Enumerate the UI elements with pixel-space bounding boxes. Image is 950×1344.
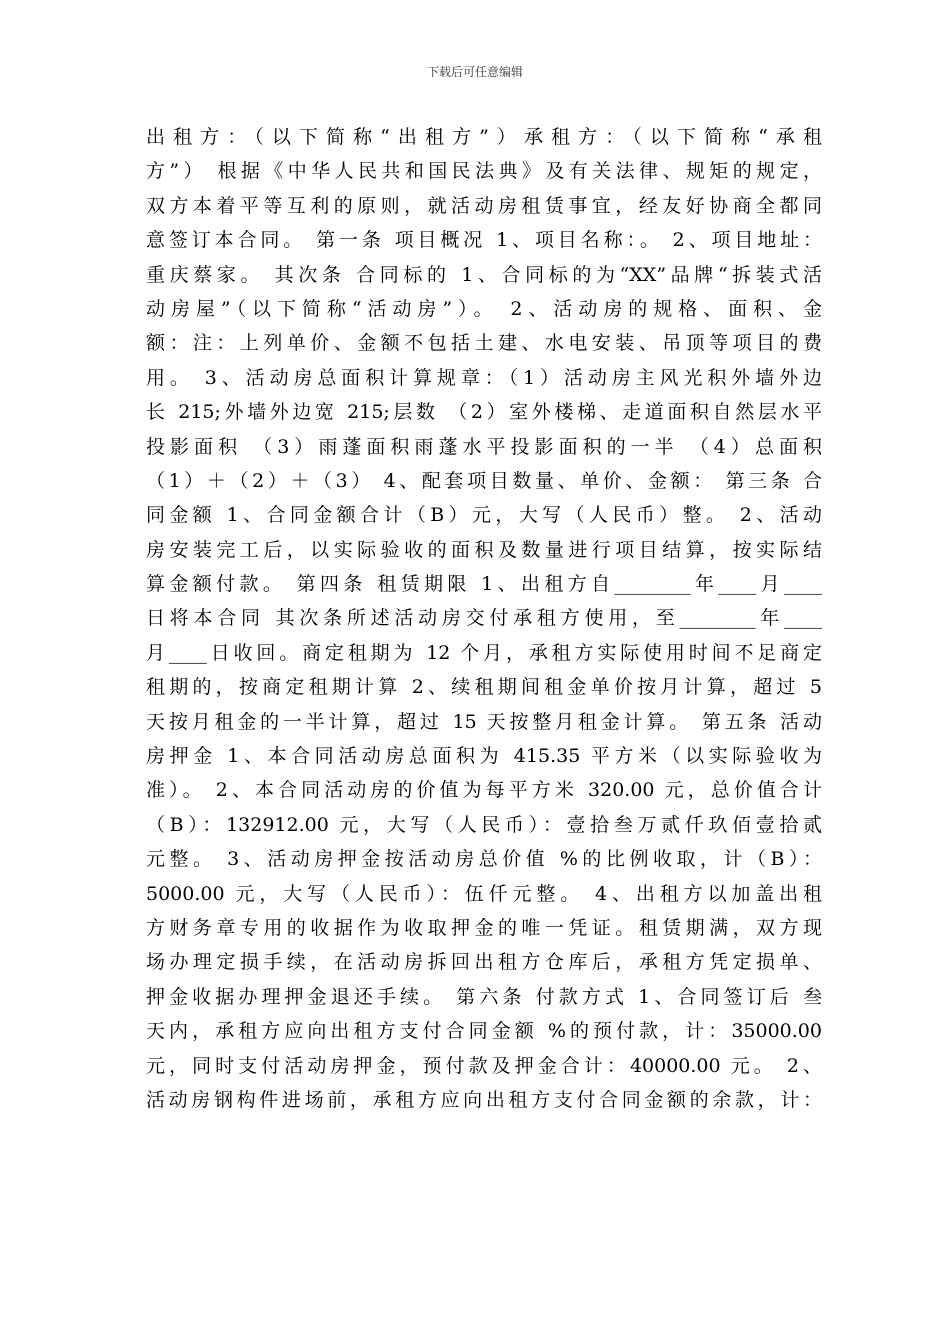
text-line: 方财务章专用的收据作为收取押金的唯一凭证。租赁期满，双方现 [146,916,822,939]
text-line: 租期的，按商定租期计算 2、续租期间租金单价按月计算，超过 5 [146,676,822,699]
text-line: 天按月租金的一半计算，超过 15 天按整月租金计算。 第五条 活动 [146,710,822,733]
text-line: 房安装完工后，以实际验收的面积及数量进行项目结算，按实际结 [146,538,822,561]
text-line: 双方本着平等互利的原则，就活动房租赁事宜，经友好协商全都同 [146,194,822,217]
text-line: 元，同时支付活动房押金，预付款及押金合计：40000.00 元。 2、 [146,1054,822,1077]
text-line: 方”） 根据《中华人民共和国民法典》及有关法律、规矩的规定， [146,160,822,183]
text-line: （1）＋（2）＋（3） 4、配套项目数量、单价、金额： 第三条 合 [146,469,822,492]
text-line: 长 215;外墙外边宽 215;层数 （2）室外楼梯、走道面积自然层水平 [146,401,822,424]
text-line: 押金收据办理押金退还手续。 第六条 付款方式 1、合同签订后 叁 [146,985,822,1008]
text-line: 重庆蔡家。 其次条 合同标的 1、合同标的为“XX”品牌“拆装式活 [146,263,822,286]
text-line: 动房屋”（以下简称“活动房”）。 2、活动房的规格、面积、金 [146,297,822,320]
text-line: 日将本合同 其次条所述活动房交付承租方使用，至________年____ [146,607,822,630]
text-line: （B）：132912.00 元，大写（人民币）：壹拾叁万贰仟玖佰壹拾贰 [146,813,822,836]
page-header: 下载后可任意编辑 [426,65,523,79]
text-line: 用。 3、活动房总面积计算规章：（1）活动房主风光积外墙外边 [146,366,822,389]
text-line: 投影面积 （3）雨蓬面积雨蓬水平投影面积的一半 （4）总面积 [146,435,822,458]
text-line: 额：注：上列单价、金额不包括土建、水电安装、吊顶等项目的费 [146,332,822,355]
text-line: 同金额 1、合同金额合计（B）元，大写（人民币）整。 2、活动 [146,504,822,527]
text-line: 5000.00 元，大写（人民币）：伍仟元整。 4、出租方以加盖出租 [146,882,822,905]
text-line: 活动房钢构件进场前，承租方应向出租方支付合同金额的余款，计： [146,1088,822,1111]
text-line: 房押金 1、本合同活动房总面积为 415.35 平方米（以实际验收为 [146,745,822,768]
text-line: 意签订本合同。 第一条 项目概况 1、项目名称：。 2、项目地址： [146,229,822,252]
text-line: 准）。 2、本合同活动房的价值为每平方米 320.00 元，总价值合计 [146,779,822,802]
text-line: 出租方：（以下简称“出租方”）承租方：（以下简称“承租 [146,126,822,148]
text-line: 月____日收回。商定租期为 12 个月，承租方实际使用时间不足商定 [146,641,822,664]
text-line: 场办理定损手续，在活动房拆回出租方仓库后，承租方凭定损单、 [146,951,822,974]
text-line: 算金额付款。 第四条 租赁期限 1、出租方自________年____月____ [146,573,822,596]
text-line: 天内，承租方应向出租方支付合同金额 %的预付款，计：35000.00 [146,1020,822,1043]
text-line: 元整。 3、活动房押金按活动房总价值 %的比例收取，计（B）： [146,848,822,871]
contract-body [146,120,822,1117]
